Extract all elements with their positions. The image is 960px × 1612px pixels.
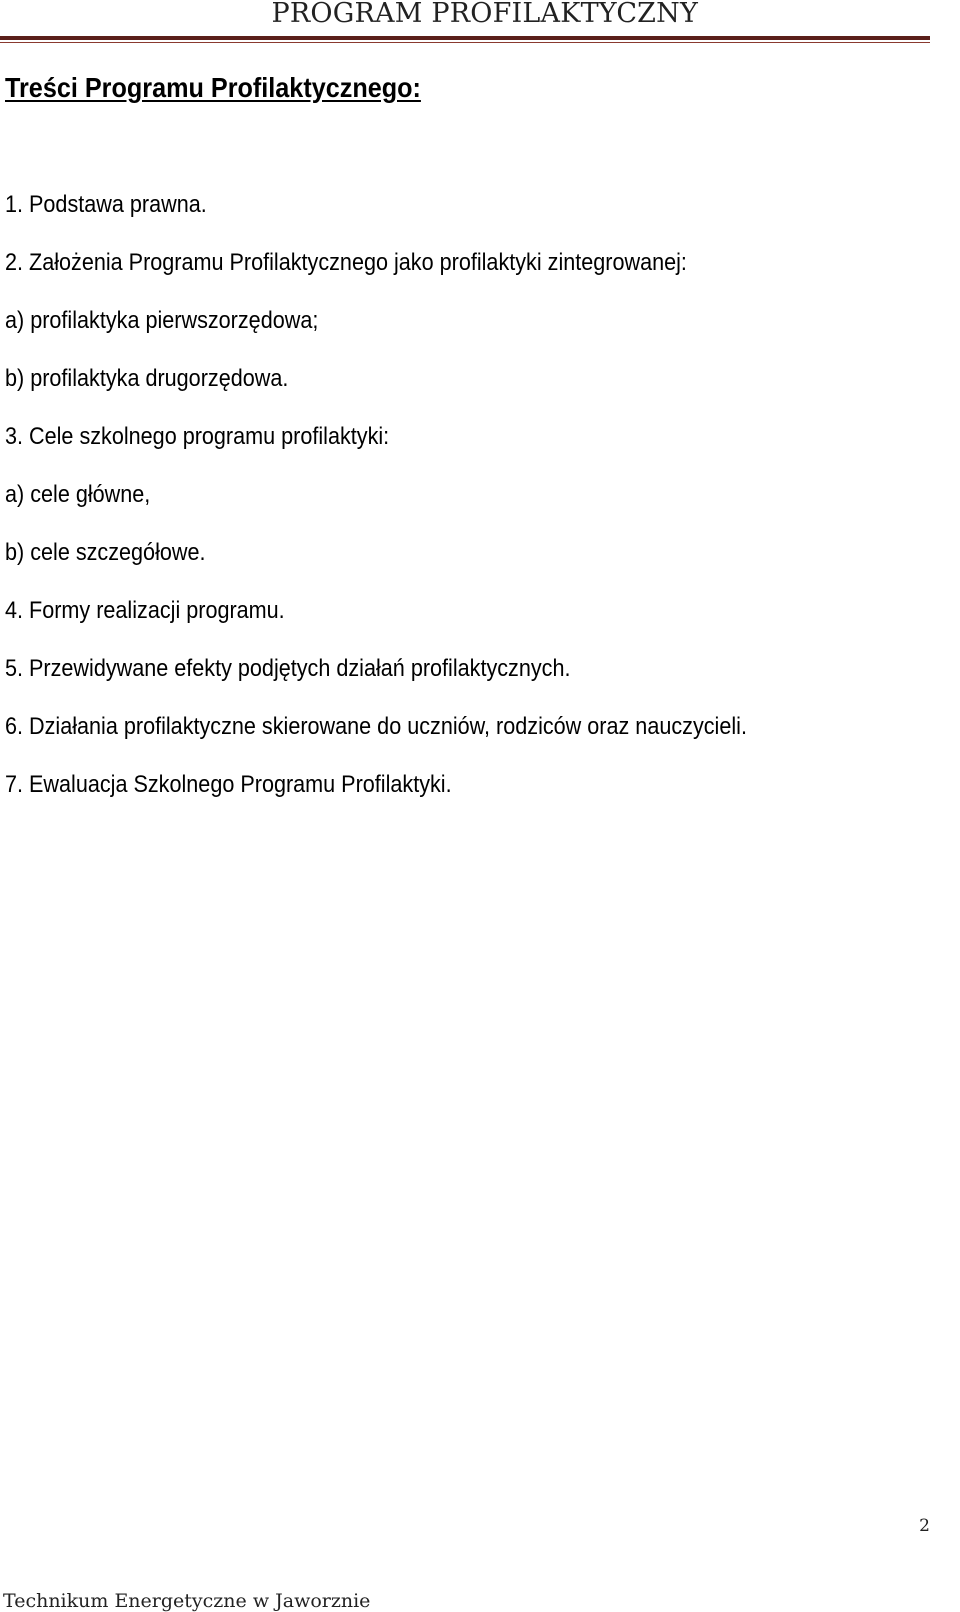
toc-item: 4. Formy realizacji programu. [5, 597, 285, 624]
header-title: PROGRAM PROFILAKTYCZNY [271, 0, 698, 29]
toc-subitem: b) profilaktyka drugorzędowa. [5, 365, 289, 392]
footer-school-name: Technikum Energetyczne w Jaworznie [3, 1590, 371, 1612]
toc-subitem: a) cele główne, [5, 481, 151, 508]
toc-item: 6. Działania profilaktyczne skierowane do uczniów, rodziców oraz nauczycieli. [5, 713, 747, 740]
toc-subitem: a) profilaktyka pierwszorzędowa; [5, 307, 319, 334]
toc-item: 2. Założenia Programu Profilaktycznego jako profilaktyki zintegrowanej: [5, 249, 687, 276]
page-number: 2 [919, 1516, 930, 1536]
header-rule [0, 36, 930, 40]
toc-subitem: b) cele szczegółowe. [5, 539, 206, 566]
toc-heading: Treści Programu Profilaktycznego: [5, 72, 421, 103]
toc-item: 1. Podstawa prawna. [5, 191, 207, 218]
header-rule-thin [0, 42, 930, 43]
toc-item: 5. Przewidywane efekty podjętych działań profilaktycznych. [5, 655, 571, 682]
toc-item: 7. Ewaluacja Szkolnego Programu Profilaktyki. [5, 771, 452, 798]
toc-item: 3. Cele szkolnego programu profilaktyki: [5, 423, 390, 450]
